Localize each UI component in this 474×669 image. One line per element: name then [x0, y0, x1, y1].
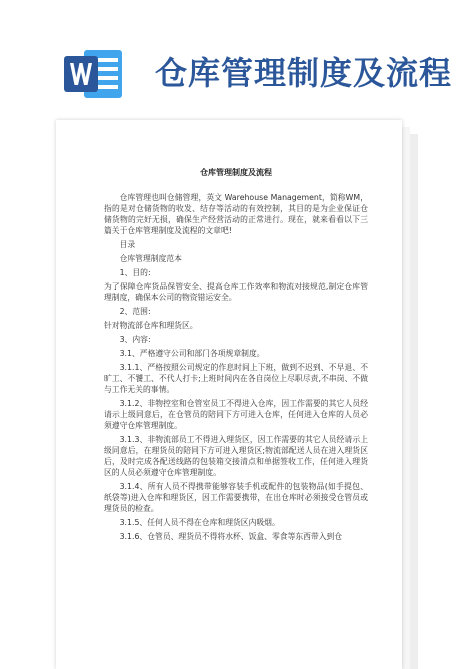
paragraph: 为了保障仓库货品保管安全、提高仓库工作效率和物流对接规范,制定仓库管理制度，确保本公司的物资错运安全。: [104, 282, 368, 302]
paragraph: 3.1.2、非物控室和仓管室员工不得进入仓库，因工作需要的其它人员经请示上级同意后，在仓管员的陪同下方可进入仓库，任何进入仓库的人员必须遵守仓库管理制度。: [104, 399, 368, 430]
paragraph-list: [104, 192, 368, 542]
paragraph: 仓库管理也叫仓储管理，英文 Warehouse Management，简称WM，指的是对仓储货物的收发、结存等活动的有效控制，其目的是为企业保证仓储货物的完好无损，确保生产经营活动的正常进行。现在，就来看看以下三篇关于仓库管理制度及流程的文章吧!: [104, 193, 368, 235]
paragraph: 目录: [119, 240, 136, 249]
banner-title: 仓库管理制度及流程: [155, 54, 453, 92]
paragraph: 1、目的:: [119, 268, 151, 277]
paragraph: 3.1、严格遵守公司和部门各项规章制度。: [119, 349, 265, 358]
paragraph: 2、范围:: [119, 307, 151, 316]
document-body: [104, 168, 368, 545]
paragraph: 3.1.5、任何人员不得在仓库和理货区内吸烟。: [119, 518, 280, 527]
paragraph: 3.1.4、所有人员不得携带能够容装手机或配件的包装物品(如手提包、纸袋等)进入仓库和理货区，因工作需要携带，在出仓库时必须接受仓管员或理货员的检查。: [104, 482, 368, 513]
paragraph: 针对物流部仓库和理货区。: [104, 321, 198, 330]
paragraph: 仓库管理制度范本: [119, 254, 182, 263]
word-icon: [62, 42, 126, 106]
document-title: 仓库管理制度及流程: [200, 168, 272, 177]
paragraph: 3、内容:: [119, 335, 151, 344]
paragraph: 3.1.3、非物流部员工不得进入理货区，因工作需要的其它人员经请示上级同意后，在理货员的陪同下方可进入理货区;物流部配送人员在进入理货区后，及时完成各配送线路的包装箱交接清点和单据签收工作，任何进入理货区的人员必须遵守仓库管理制度。: [104, 435, 368, 477]
banner: [0, 0, 474, 120]
document-preview: [56, 120, 418, 669]
paragraph: 3.1.6、仓管员、理货员不得将水杯、饭盒、零食等东西带入到仓: [119, 532, 343, 541]
document-page: [56, 120, 402, 669]
paragraph: 3.1.1、严格按照公司规定的作息时间上下班，做到不迟到、不早退、不旷工、不饕工、不代人打卡;上班时间内在各自岗位上尽职尽责,不串岗、不做与工作无关的事情。: [104, 363, 368, 394]
